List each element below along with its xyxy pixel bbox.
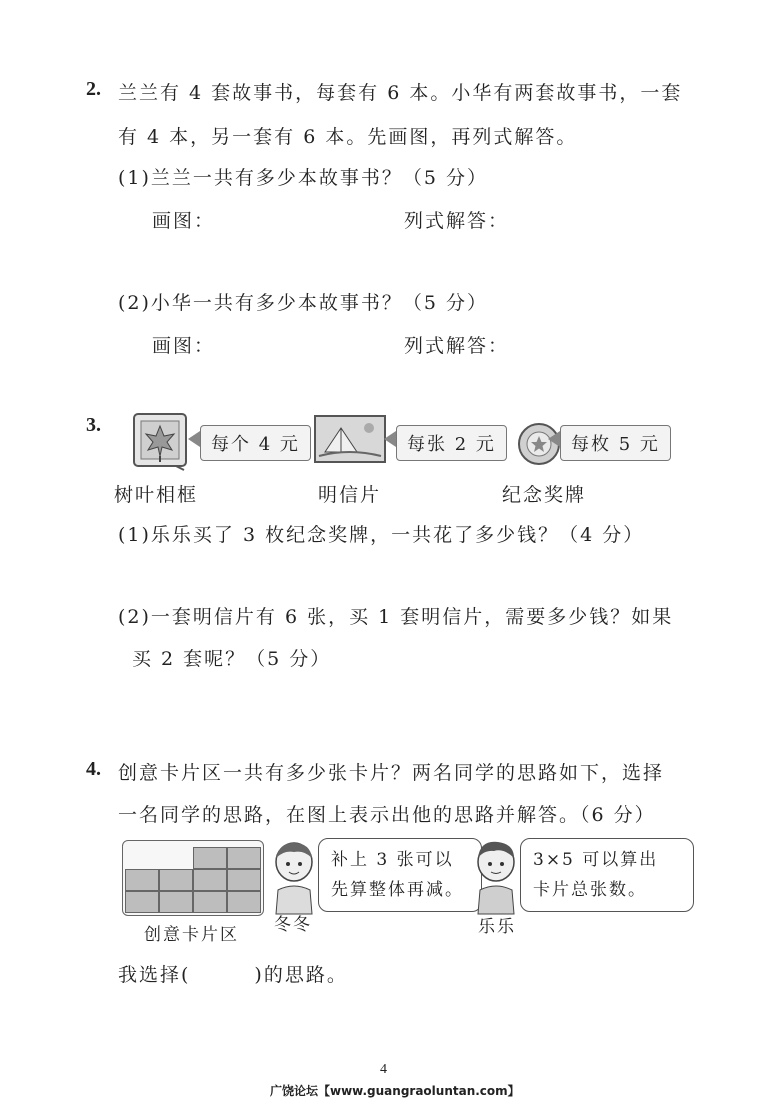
draw-label-2: 画图： — [152, 335, 216, 357]
student-1-bubble-line1: 补上 3 张可以 — [331, 850, 454, 870]
item-name-postcard: 明信片 — [318, 484, 382, 506]
card-area-box — [122, 840, 264, 916]
student-1-bubble-line2: 先算整体再减。 — [331, 880, 464, 900]
student-2-speech-bubble — [520, 838, 694, 912]
student-2-name: 乐乐 — [478, 917, 516, 937]
question-4-text-line2: 一名同学的思路，在图上表示出他的思路并解答。（6 分） — [118, 804, 656, 826]
choice-prefix: 我选择( — [118, 964, 191, 986]
student-1-speech-bubble — [318, 838, 482, 912]
student-dongdong-icon — [268, 838, 320, 916]
solve-label-1: 列式解答： — [404, 210, 510, 232]
question-2-number: 2. — [86, 78, 101, 100]
price-tag-medal: 每枚 5 元 — [560, 425, 671, 461]
card — [193, 891, 227, 913]
postcard-icon — [313, 414, 387, 464]
student-2-bubble-line2: 卡片总张数。 — [533, 880, 647, 900]
question-2-text-line2: 有 4 本，另一套有 6 本。先画图，再列式解答。 — [118, 126, 578, 148]
question-3-part1: (1)乐乐买了 3 枚纪念奖牌，一共花了多少钱？（4 分） — [118, 524, 645, 546]
question-3-number: 3. — [86, 414, 101, 436]
footer-watermark: 广饶论坛【www.guangraoluntan.com】 — [270, 1084, 520, 1098]
student-lele-icon — [470, 838, 522, 916]
page-number: 4 — [380, 1062, 387, 1077]
question-2-text-line1: 兰兰有 4 套故事书，每套有 6 本。小华有两套故事书，一套 — [118, 82, 683, 104]
card — [159, 869, 193, 891]
solve-label-2: 列式解答： — [404, 335, 510, 357]
card — [125, 891, 159, 913]
card — [193, 847, 227, 869]
card — [125, 869, 159, 891]
card — [193, 869, 227, 891]
question-4-text-line1: 创意卡片区一共有多少张卡片？两名同学的思路如下，选择 — [118, 762, 665, 784]
choice-suffix: )的思路。 — [254, 964, 348, 986]
question-2-part1: (1)兰兰一共有多少本故事书？（5 分） — [118, 167, 489, 189]
leaf-frame-icon — [130, 412, 192, 472]
item-name-medal: 纪念奖牌 — [502, 484, 587, 506]
item-name-frame: 树叶相框 — [114, 484, 199, 506]
card — [159, 891, 193, 913]
question-3-part2-line2: 买 2 套呢？（5 分） — [132, 648, 332, 670]
card — [227, 891, 261, 913]
student-2-bubble-line1: 3×5 可以算出 — [533, 850, 659, 870]
card-area-label: 创意卡片区 — [144, 925, 239, 945]
price-tag-postcard: 每张 2 元 — [396, 425, 507, 461]
question-3-part2-line1: (2)一套明信片有 6 张，买 1 套明信片，需要多少钱？如果 — [118, 606, 674, 628]
draw-label-1: 画图： — [152, 210, 216, 232]
card — [227, 847, 261, 869]
card — [227, 869, 261, 891]
price-tag-frame: 每个 4 元 — [200, 425, 311, 461]
choice-line — [118, 960, 348, 987]
student-1-name: 冬冬 — [274, 915, 312, 935]
question-2-part2: (2)小华一共有多少本故事书？（5 分） — [118, 292, 489, 314]
question-4-number: 4. — [86, 758, 101, 780]
